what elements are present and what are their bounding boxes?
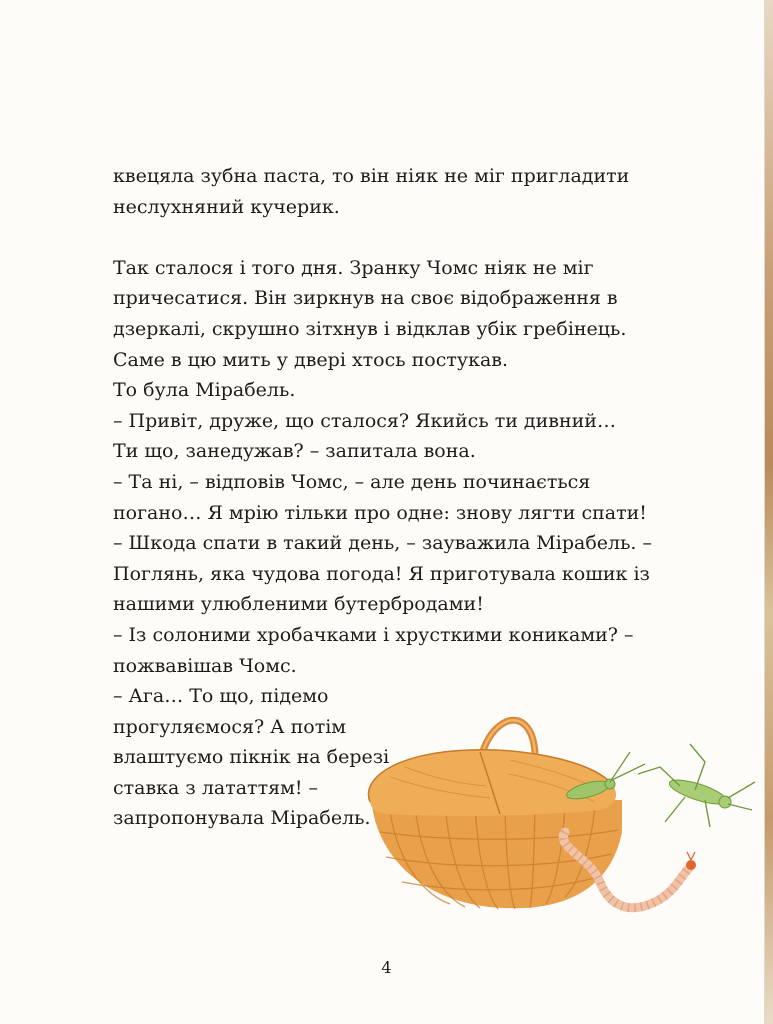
- text-line: причесатися. Він зиркнув на своє відображення в: [113, 287, 618, 310]
- text-line: прогуляємося? А потім: [113, 715, 347, 738]
- basket-body: [372, 800, 622, 908]
- text-line: неслухняний кучерик.: [113, 195, 340, 218]
- text-line: влаштуємо пікнік на березі: [113, 746, 390, 769]
- text-line: – Та ні, – відповів Чомс, – але день починається: [113, 470, 591, 493]
- text-line: – Із солоними хробачками і хрусткими кониками? –: [113, 623, 634, 646]
- adjacent-page-edge: [765, 0, 773, 1024]
- text-line: Поглянь, яка чудова погода! Я приготувала кошик із: [113, 562, 650, 585]
- text-line: – Шкода спати в такий день, – зауважила Мірабель. –: [113, 532, 653, 555]
- text-line: дзеркалі, скрушно зітхнув і відклав убік гребінець.: [113, 317, 627, 340]
- text-line: пожвавішав Чомс.: [113, 654, 297, 677]
- text-line: погано… Я мрію тільки про одне: знову лягти спати!: [113, 501, 647, 524]
- text-line: ставка з лататтям! –: [113, 776, 319, 799]
- paragraph-gap: [113, 222, 673, 253]
- text-line: – Ага… То що, підемо: [113, 685, 329, 708]
- text-line: То була Мірабель.: [113, 379, 296, 402]
- text-line: Саме в цю мить у двері хтось постукав.: [113, 348, 509, 371]
- page-number: 4: [381, 958, 392, 977]
- picnic-basket-illustration: [360, 682, 765, 932]
- text-line: нашими улюбленими бутербродами!: [113, 593, 484, 616]
- text-line: – Привіт, друже, що сталося? Якийсь ти дивний…: [113, 409, 616, 432]
- text-line: запропонувала Мірабель.: [113, 807, 371, 830]
- text-line: Ти що, занедужав? – запитала вона.: [113, 440, 476, 463]
- text-line: Так сталося і того дня. Зранку Чомс ніяк не міг: [113, 256, 594, 279]
- text-line: квецяла зубна паста, то він ніяк не міг пригладити: [113, 165, 630, 187]
